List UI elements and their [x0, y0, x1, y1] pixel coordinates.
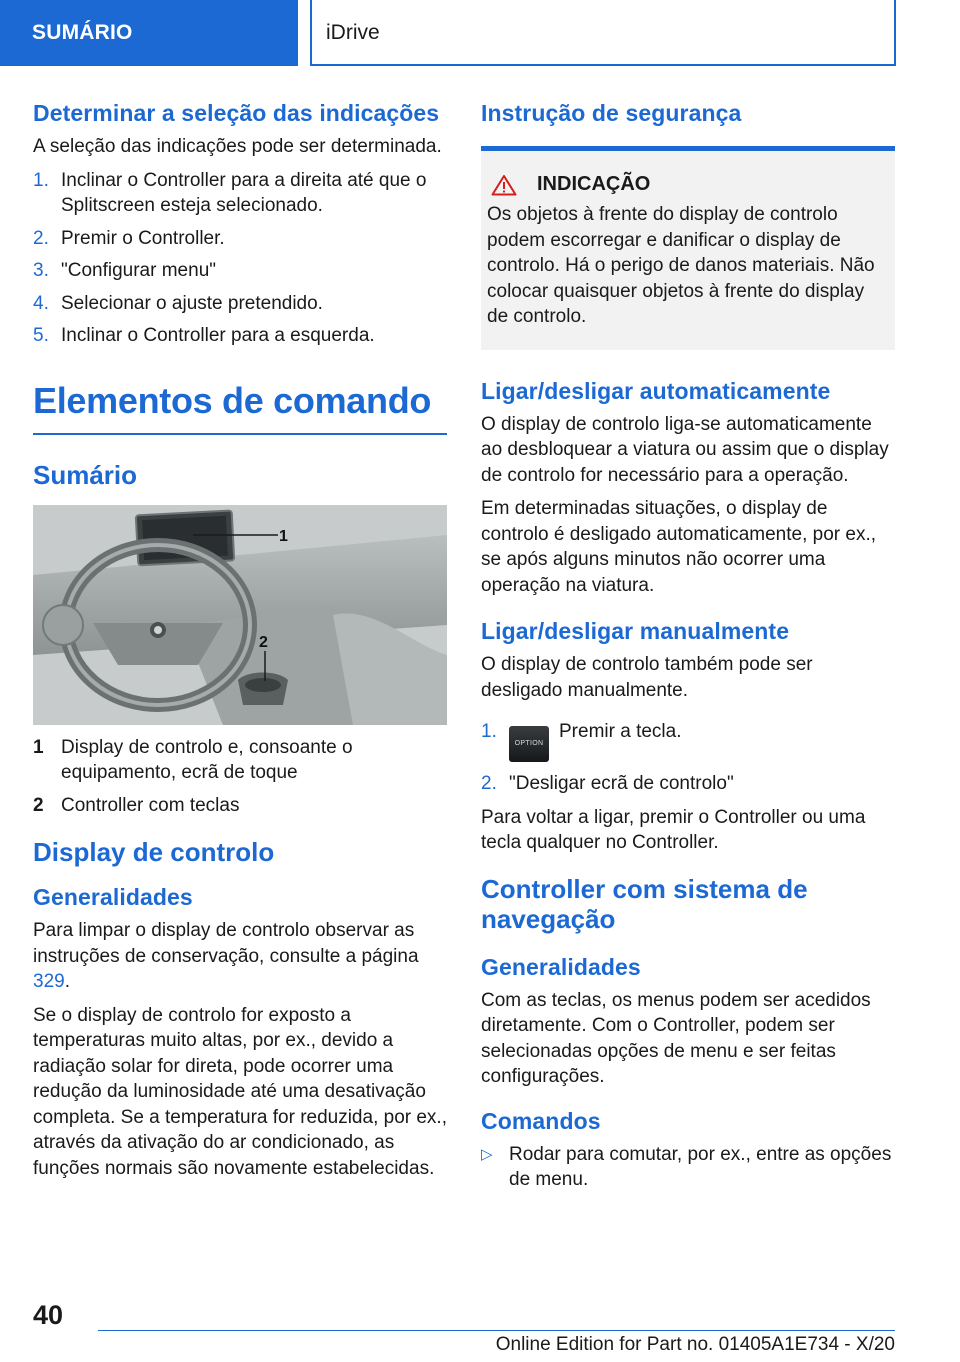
auto-heading: Ligar/desligar automaticamente: [481, 377, 831, 404]
general-heading: Generalidades: [33, 884, 193, 910]
selection-steps: [33, 168, 447, 349]
list-item: 4. Selecionar o ajuste pretendido.: [33, 292, 323, 314]
nav-general-heading: Generalidades: [481, 953, 641, 980]
nav-paragraph: Com as teclas, os menus podem ser acedidos diretamente. Com o Controller, podem ser selecionadas opções de menu e ser feitas configurações.: [481, 989, 871, 1087]
list-item: 1 Display de controlo e, consoante o equipamento, ecrã de toque: [33, 736, 353, 783]
display-heading: Display de controlo: [33, 837, 275, 867]
callout-1: 1: [279, 527, 288, 545]
summary-heading: Sumário: [33, 459, 138, 490]
left-column: [33, 98, 447, 1189]
list-item: 5. Inclinar o Controller para a esquerda.: [33, 325, 375, 346]
warning-icon: [491, 174, 517, 196]
notice-text: Os objetos à frente do display de controlo podem escorregar e danificar o display de controlo. Há o perigo de danos materiais. Não colocar quaisquer objetos à frente do display de controlo.: [487, 204, 875, 327]
nav-heading: Controller com sistema de navegação: [481, 873, 808, 934]
list-item: 2 Controller com teclas: [33, 794, 240, 816]
right-column: [481, 98, 895, 1193]
manual-steps: [481, 719, 895, 797]
cleaning-paragraph: Para limpar o display de controlo observar as instruções de conservação, consulte a página 329.: [33, 920, 419, 992]
callout-2: 2: [259, 633, 268, 651]
list-item: 2. Premir o Controller.: [33, 227, 225, 249]
list-item: 1. OPTIONPremir a tecla.: [481, 719, 895, 762]
chapter-title: Elementos de comando: [33, 379, 447, 435]
toc-tab[interactable]: SUMÁRIO: [0, 0, 298, 66]
page-link[interactable]: 329: [33, 971, 65, 992]
list-item: 1. Inclinar o Controller para a direita até que o Splitscreen esteja selecionado.: [33, 169, 427, 216]
auto-paragraph-2: Em determinadas situações, o display de controlo é desligado automaticamente, por ex., se após alguns minutos não ocorrer uma operação na viatura.: [481, 498, 877, 596]
cockpit-drawing: [33, 505, 447, 725]
notice-box: [481, 146, 895, 350]
list-item: 2. "Desligar ecrã de controlo": [481, 773, 734, 794]
footer-edition: Online Edition for Part no. 01405A1E734 - X/20: [98, 1330, 895, 1359]
list-item: ▷ Rodar para comutar, por ex., entre as opções de menu.: [481, 1143, 892, 1190]
chapter-tab[interactable]: iDrive: [310, 0, 896, 66]
commands-list: [481, 1142, 895, 1193]
cockpit-illustration: [33, 505, 447, 725]
manual-paragraph-1: O display de controlo também pode ser desligado manualmente.: [481, 654, 813, 701]
selection-intro: A seleção das indicações pode ser determinada.: [33, 136, 442, 157]
auto-paragraph-1: O display de controlo liga-se automaticamente ao desbloquear a viatura ou assim que o display de controlo for necessário para a operação.: [481, 413, 889, 486]
safety-heading: Instrução de segurança: [481, 100, 742, 126]
temperature-paragraph: Se o display de controlo for exposto a temperaturas muito altas, por ex., devido a radiação solar for direta, pode ocorrer uma redução da luminosidade até uma desativação completa. Se a temperatura for reduzida, por ex., através da ativação do ar condicionado, as funções normais são novamente estabelecidas.: [33, 1004, 447, 1179]
option-key-icon: OPTION: [509, 726, 549, 762]
triangle-bullet-icon: ▷: [481, 1145, 493, 1163]
list-item: 3. "Configurar menu": [33, 260, 217, 281]
manual-paragraph-2: Para voltar a ligar, premir o Controller ou uma tecla qualquer no Controller.: [481, 806, 866, 853]
selection-heading: Determinar a seleção das indicações: [33, 100, 440, 126]
page-number: 40: [33, 1300, 64, 1330]
figure-legend: [33, 735, 447, 819]
notice-label: INDICAÇÃO: [537, 173, 651, 195]
page-header: [0, 0, 960, 66]
commands-heading: Comandos: [481, 1107, 601, 1134]
manual-heading: Ligar/desligar manualmente: [481, 618, 790, 644]
